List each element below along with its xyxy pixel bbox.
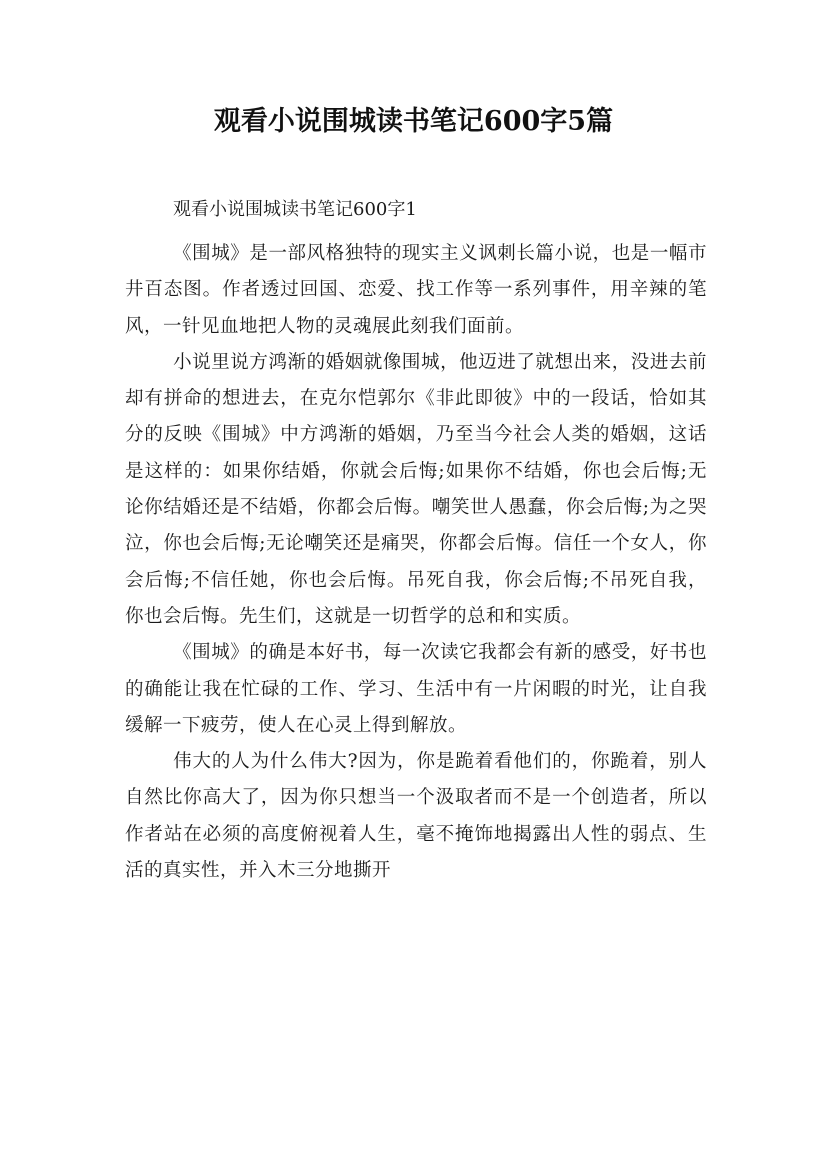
paragraph-4: 伟大的人为什么伟大?因为，你是跪着看他们的，你跪着，别人自然比你高大了，因为你只想当一个汲取者而不是一个创造者，所以作者站在必须的高度俯视着人生，毫不掩饰地揭露出人性的弱点、生活的真实性，并入木三分地撕开 [125,751,707,882]
paragraph-2: 小说里说方鸿渐的婚姻就像围城，他迈进了就想出来，没进去前却有拼命的想进去，在克尔恺郭尔《非此即彼》中的一段话，恰如其分的反映《围城》中方鸿渐的婚姻，乃至当今社会人类的婚姻，这话是这样的：如果你结婚，你就会后悔;如果你不结婚，你也会后悔;无论你结婚还是不结婚，你都会后悔。嘲笑世人愚蠢，你会后悔;为之哭泣，你也会后悔;无论嘲笑还是痛哭，你都会后悔。信任一个女人，你会后悔;不信任她，你也会后悔。吊死自我，你会后悔;不吊死自我，你也会后悔。先生们，这就是一切哲学的总和和实质。 [125,351,707,627]
section-heading: 观看小说围城读书笔记600字1 [173,199,417,220]
paragraph-1: 《围城》是一部风格独特的现实主义讽刺长篇小说，也是一幅市井百态图。作者透过回国、恋爱、找工作等一系列事件，用辛辣的笔风，一针见血地把人物的灵魂展此刻我们面前。 [125,243,707,337]
paragraph-3: 《围城》的确是本好书，每一次读它我都会有新的感受，好书也的确能让我在忙碌的工作、学习、生活中有一片闲暇的时光，让自我缓解一下疲劳，使人在心灵上得到解放。 [125,642,707,736]
document-body [125,236,707,889]
document-title: 观看小说围城读书笔记600字5篇 [213,106,614,137]
